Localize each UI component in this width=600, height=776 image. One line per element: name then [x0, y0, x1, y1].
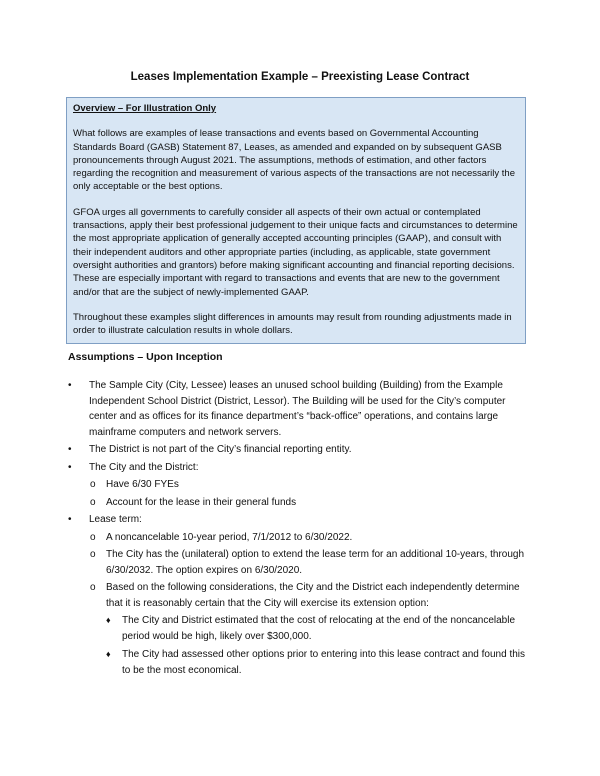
list-item-text: Have 6/30 FYEs [106, 479, 179, 490]
list-item-text: Based on the following considerations, the City and the District each independently determine that it is reasonably certain that the City will exercise its extension option: [106, 582, 520, 609]
sub-sub-list-item [102, 613, 534, 644]
sub-list-item [86, 530, 534, 546]
sub-list-item [86, 580, 534, 611]
list-item [68, 378, 534, 440]
bullet-icon: • [68, 461, 72, 473]
circle-bullet-icon: o [90, 531, 96, 543]
bullet-icon: • [68, 444, 72, 455]
sub-list-item [86, 547, 534, 578]
overview-heading: Overview – For Illustration Only [73, 103, 217, 114]
circle-bullet-icon: o [90, 549, 96, 560]
diamond-bullet-icon: ♦ [106, 649, 111, 659]
document-title: Leases Implementation Example – Preexisting Lease Contract [130, 71, 470, 83]
list-item-text: Account for the lease in their general funds [106, 496, 297, 508]
circle-bullet-icon: o [90, 496, 96, 508]
bullet-icon: • [68, 380, 72, 391]
list-item-text: The City and District estimated that the cost of relocating at the end of the noncancelable period would be high, likely over $300,000. [122, 615, 516, 642]
list-item-text: The District is not part of the City’s financial reporting entity. [89, 444, 352, 455]
overview-paragraph-2: GFOA urges all governments to carefully consider all aspects of their own actual or contemplated transactions, apply their best professional judgement to their unique facts and circumstances to determine the most appropriate application of generally accepted accounting principles (GAAP), and consult with their independent auditors and other appropriate parties (including, as applicable, state government oversight authorities and grantors) before making significant accounting and financial reporting decisions. These are especially important with regard to transactions and events that are new to the government and/or that are the subject of newly-implemented GAAP. [73, 206, 518, 298]
list-item [68, 512, 534, 528]
list-item-text: The City has the (unilateral) option to extend the lease term for an additional 10-years, through 6/30/2032. The option expires on 6/30/2020. [106, 549, 525, 576]
assumptions-list [68, 378, 534, 681]
assumptions-heading: Assumptions – Upon Inception [68, 351, 223, 363]
list-item-text: The City and the District: [89, 461, 199, 473]
list-item-text: A noncancelable 10-year period, 7/1/2012 to 6/30/2022. [106, 531, 353, 543]
circle-bullet-icon: o [90, 479, 96, 490]
bullet-icon: • [68, 514, 72, 525]
sub-list-item [86, 495, 534, 511]
list-item [68, 460, 534, 476]
list-item-text: The Sample City (City, Lessee) leases an unused school building (Building) from the Example Independent School District (District, Lessor). The Building will be used for the City’s computer center and as offices for its finance department’s “back-office” operations, and contains large mainframe computers and network servers. [89, 380, 506, 438]
overview-box [66, 97, 526, 344]
sub-sub-list-item [102, 647, 534, 678]
list-item-text: The City had assessed other options prior to entering into this lease contract and found this to be the most economical. [122, 649, 526, 676]
circle-bullet-icon: o [90, 582, 96, 593]
overview-paragraph-1: What follows are examples of lease transactions and events based on Governmental Accounting Standards Board (GASB) Statement 87, Leases, as amended and expanded on by subsequent GASB pronouncements through August 2021. The assumptions, methods of estimation, and other factors regarding the recognition and measurement of various aspects of the transactions are not necessarily the only acceptable or the best options. [73, 128, 516, 193]
list-item-text: Lease term: [89, 514, 142, 525]
sub-list-item [86, 477, 534, 493]
diamond-bullet-icon: ♦ [106, 615, 111, 625]
list-item [68, 442, 534, 458]
overview-paragraph-3: Throughout these examples slight differences in amounts may result from rounding adjustments made in order to illustrate calculation results in whole dollars. [73, 311, 512, 337]
